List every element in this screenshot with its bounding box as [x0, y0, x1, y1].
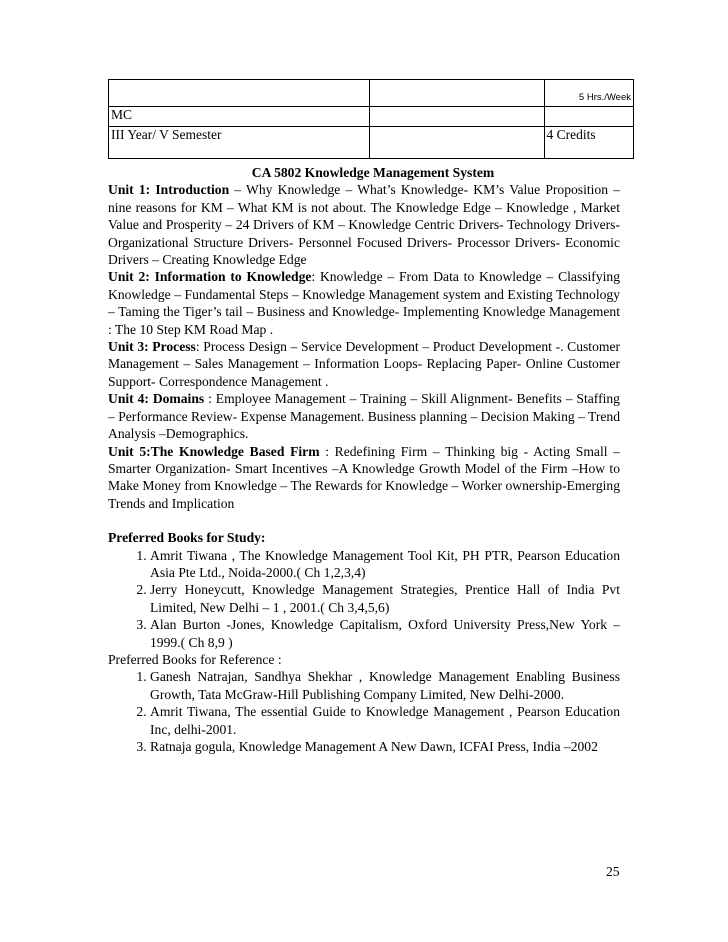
list-item: 2. Jerry Honeycutt, Knowledge Management Strategies, Prentice Hall of India Pvt Limited, New Delhi – 1 , 2001.( Ch 3,4,5,6): [150, 581, 620, 616]
unit-text: – Why Knowledge – What’s Knowledge- KM’s Value Proposition – nine reasons for KM – What KM is not about. The Knowledge Edge – Knowledge , Market Value and Prosperity – 24 Drivers of KM – Knowledge Centric Drivers- Technology Drivers- Organizational Structure Drivers- Personnel Focused Drivers- Processor Drivers- Economic Drivers – Creating Knowledge Edge: [108, 182, 620, 268]
course-header-table: [108, 79, 634, 159]
unit-text: Redefining Firm – Thinking big - Acting Small –Smarter Organization- Smart Incentives –A Knowledge Growth Model of the Firm –How to Make Money from Knowledge – The Rewards for Knowledge – Worker ownership-Emerging Trends and Implication: [108, 443, 620, 511]
list-item: 1. Ganesh Natrajan, Sandhya Shekhar , Knowledge Management Enabling Business Growth, Tata McGraw-Hill Publishing Company Limited, New Delhi-2000.: [150, 668, 620, 703]
study-books-list: [108, 547, 620, 651]
unit-4: Unit 4: Domains : Employee Management – Training – Skill Alignment- Benefits – Staffing – Performance Review- Expense Management. Business planning – Decision Making – Trend Analysis –Demographics.: [108, 391, 620, 442]
course-title: CA 5802 Knowledge Management System: [251, 165, 495, 180]
hours-per-week: 5 Hrs./Week: [544, 80, 633, 107]
header-row-code: [109, 107, 634, 127]
unit-text: Knowledge – From Data to Knowledge – Classifying Knowledge – Fundamental Steps – Knowledge Management system and Existing Technology – Taming the Tiger’s tail – Business and Knowledge- Implementing Knowledge Management : The 10 Step KM Road Map .: [108, 269, 620, 337]
unit-label: Unit 4: Domains: [108, 391, 205, 407]
list-item: 2. Amrit Tiwana, The essential Guide to Knowledge Management , Pearson Education Inc, delhi-2001.: [150, 703, 620, 738]
unit-2: Unit 2: Information to Knowledge: Knowledge – From Data to Knowledge – Classifying Knowledge – Fundamental Steps – Knowledge Management system and Existing Technology – Taming the Tiger’s tail – Business and Knowledge- Implementing Knowledge Management : The 10 Step KM Road Map .: [108, 269, 620, 337]
year-semester: III Year/ V Semester: [109, 127, 370, 159]
list-item: 3. Alan Burton -Jones, Knowledge Capitalism, Oxford University Press,New York –1999.( Ch 8,9 ): [150, 616, 620, 651]
unit-text: Process Design – Service Development – Product Development -. Customer Management – Sales Management – Information Loops- Replacing Paper- Online Customer Support- Correspondence Management .: [108, 339, 621, 389]
unit-label: Unit 1: Introduction: [108, 182, 230, 198]
list-item: 1. Amrit Tiwana , The Knowledge Management Tool Kit, PH PTR, Pearson Education Asia Pte Ltd., Noida-2000.( Ch 1,2,3,4): [150, 547, 620, 582]
unit-label: Unit 5:The Knowledge Based Firm: [108, 443, 320, 459]
reference-books-heading: Preferred Books for Reference :: [108, 651, 282, 667]
credits: 4 Credits: [544, 127, 633, 159]
unit-label: Unit 2: Information to Knowledge: [108, 269, 312, 285]
page-number: 25: [606, 864, 620, 879]
unit-text: Employee Management – Training – Skill Alignment- Benefits – Staffing – Performance Review- Expense Management. Business planning – Decision Making – Trend Analysis –Demographics.: [108, 391, 620, 442]
course-code: MC: [109, 107, 370, 127]
list-item: 3. Ratnaja gogula, Knowledge Management A New Dawn, ICFAI Press, India –2002: [150, 738, 620, 755]
unit-5: Unit 5:The Knowledge Based Firm : Redefining Firm – Thinking big - Acting Small –Smarter Organization- Smart Incentives –A Knowledge Growth Model of the Firm –How to Make Money from Knowledge – The Rewards for Knowledge – Worker ownership-Emerging Trends and Implication: [108, 443, 620, 511]
unit-3: Unit 3: Process: Process Design – Service Development – Product Development -. Customer Management – Sales Management – Information Loops- Replacing Paper- Online Customer Support- Correspondence Management .: [108, 339, 621, 389]
unit-label: Unit 3: Process: [108, 339, 196, 355]
header-row-hours: [109, 80, 634, 107]
header-row-semester: [109, 127, 634, 159]
syllabus-body: [108, 164, 620, 755]
study-books-heading: Preferred Books for Study:: [108, 530, 266, 546]
reference-books-list: [108, 668, 620, 755]
unit-1: [108, 181, 620, 268]
